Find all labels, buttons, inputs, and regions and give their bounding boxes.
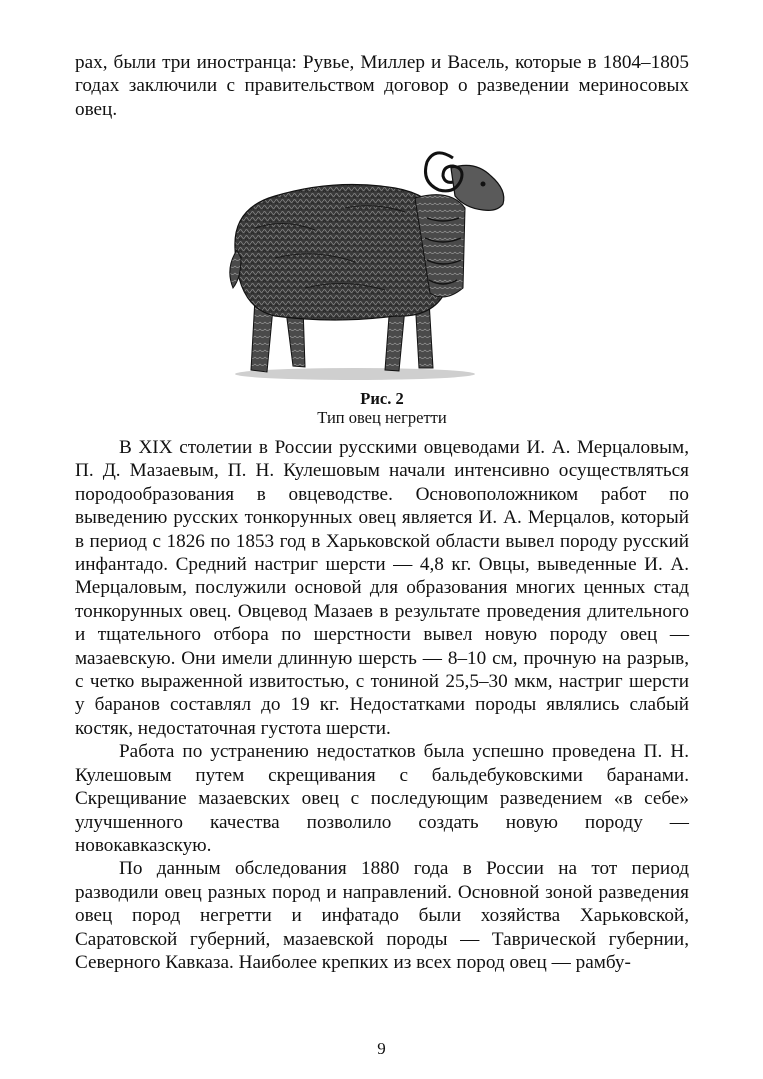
body-text bbox=[75, 436, 689, 974]
figure-label: Рис. 2 bbox=[360, 389, 404, 408]
paragraph: По данным обследования 1880 года в России на тот период разводили овец разных пород и направлений. Основной зоной разведения овец пород негретти и инфатадо были хозяйства Харьковской, Саратовской губерний, мазаевской породы — Таврической губернии, Северного Кавказа. Наиболее крепких из всех пород овец — рамбу- bbox=[75, 858, 689, 973]
figure bbox=[75, 134, 689, 384]
ram-illustration bbox=[215, 138, 515, 384]
top-paragraph bbox=[75, 51, 689, 121]
figure-caption: Тип овец негретти bbox=[317, 408, 447, 427]
paragraph: В XIX столетии в России русскими овцеводами И. А. Мерцаловым, П. Д. Мазаевым, П. Н. Кулешовым начали интенсивно осуществляться породообразования в овцеводстве. Основоположником работ по выведению русских тонкорунных овец является И. А. Мерцалов, который в период с 1826 по 1853 год в Харьковской области вывел породу русский инфантадо. Средний настриг шерсти — 4,8 кг. Овцы, выведенные И. А. Мерцаловым, послужили основой для образования многих ценных стад тонкорунных овец. Овцевод Мазаев в результате проведения длительного и тщательного отбора по шерстности вывел новую породу овец — мазаевскую. Они имели длинную шерсть — 8–10 см, прочную на разрыв, с четко выраженной извитостью, с тониной 25,5–30 мкм, настриг шерсти у баранов составлял до 19 кг. Недостатками породы являлись слабый костяк, недостаточная густота шерсти. bbox=[75, 437, 689, 739]
paragraph-continuation: рах, были три иностранца: Рувье, Миллер и Васель, которые в 1804–1805 годах заключили с правительством договор о разведении мериносовых овец. bbox=[75, 52, 689, 120]
page-number: 9 bbox=[377, 1039, 386, 1058]
paragraph: Работа по устранению недостатков была успешно проведена П. Н. Кулешовым путем скрещивания с бальдебуковскими баранами. Скрещивание мазаевских овец с последующим разведением «в себе» улучшенного качества позволило создать новую породу — новокавказскую. bbox=[75, 741, 689, 856]
